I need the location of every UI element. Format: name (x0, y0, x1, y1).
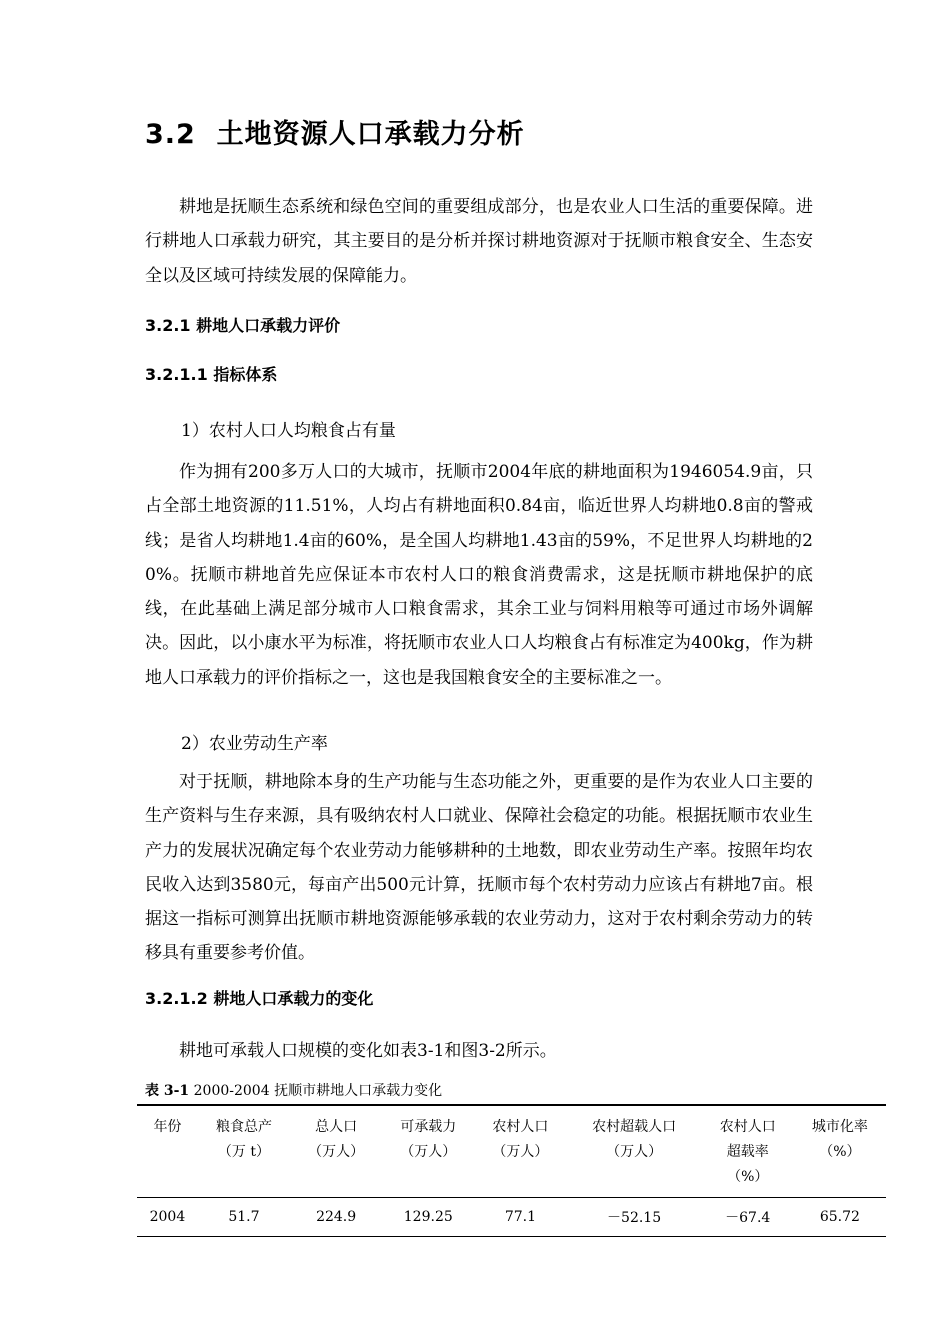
table-header-cell (794, 1105, 886, 1198)
table-cell: 129.25 (403, 1209, 453, 1225)
table-header-text: （%） (819, 1144, 861, 1160)
table-header-row (137, 1105, 886, 1198)
table-caption-text: 2000-2004 抚顺市耕地人口承载力变化 (193, 1083, 443, 1099)
table-header-text: 超载率 (726, 1144, 769, 1160)
table-header-cell (290, 1105, 382, 1198)
section-title: 土地资源人口承载力分析 (216, 119, 525, 150)
subsection-heading-3-2-1: 3.2.1 耕地人口承载力评价 (145, 316, 341, 335)
subsection-heading-3-2-1-1: 3.2.1.1 指标体系 (145, 365, 278, 384)
table-header-text: 农村人口 (719, 1119, 776, 1135)
table-reference-paragraph: 耕地可承载人口规模的变化如表3-1和图3-2所示。 (179, 1041, 557, 1061)
carrying-capacity-table (137, 1104, 886, 1237)
intro-paragraph: 耕地是抚顺生态系统和绿色空间的重要组成部分，也是农业人口生活的重要保障。进行耕地人口承载力研究，其主要目的是分析并探讨耕地资源对于抚顺市粮食安全、生态安全以及区域可持续发展的保障能力。 (145, 197, 813, 286)
table-cell: 2004 (149, 1209, 186, 1225)
table-header-cell (382, 1105, 474, 1198)
table-header-text: 农村超载人口 (592, 1119, 677, 1135)
table-cell: －52.15 (607, 1210, 662, 1226)
table-header-cell (474, 1105, 566, 1198)
table-header-text: 年份 (153, 1119, 182, 1135)
table-cell: －67.4 (725, 1210, 771, 1226)
table-header-text: 可承载力 (400, 1119, 457, 1135)
table-header-text: 农村人口 (492, 1119, 549, 1135)
table-row (137, 1198, 886, 1237)
table-header-text: （%） (727, 1169, 769, 1185)
section-heading (145, 112, 525, 151)
table-header-text: （万人） (308, 1144, 365, 1160)
item-1-title: 1）农村人口人均粮食占有量 (181, 421, 396, 441)
subsection-heading-3-2-1-2: 3.2.1.2 耕地人口承载力的变化 (145, 989, 374, 1008)
table-header-text: 总人口 (315, 1119, 358, 1135)
table-body (137, 1198, 886, 1237)
table-header-text: 城市化率 (811, 1119, 868, 1135)
table-caption (145, 1080, 442, 1100)
table-header-text: （万人） (606, 1144, 663, 1160)
table-cell: 77.1 (504, 1209, 536, 1225)
table-header-cell (198, 1105, 290, 1198)
section-number: 3.2 (145, 119, 196, 150)
table-header-text: （万人） (492, 1144, 549, 1160)
table-header-cell (137, 1105, 198, 1198)
table-caption-label: 表 3-1 (145, 1083, 190, 1099)
item-2-title: 2）农业劳动生产率 (181, 734, 328, 754)
table-cell: 65.72 (819, 1209, 860, 1225)
table-header-text: （万 t） (217, 1144, 270, 1160)
table-header-cell (567, 1105, 702, 1198)
table-header-text: 粮食总产 (215, 1119, 272, 1135)
table-cell: 224.9 (316, 1209, 357, 1225)
item-1-paragraph: 作为拥有200多万人口的大城市，抚顺市2004年底的耕地面积为1946054.9亩，只占全部土地资源的11.51%，人均占有耕地面积0.84亩，临近世界人均耕地0.8亩的警戒线；是省人均耕地1.4亩的60%，是全国人均耕地1.43亩的59%，不足世界人均耕地的20%。抚顺市耕地首先应保证本市农村人口的粮食消费需求，这是抚顺市耕地保护的底线，在此基础上满足部分城市人口粮食需求，其余工业与饲料用粮等可通过市场外调解决。因此，以小康水平为标准，将抚顺市农业人口人均粮食占有标准定为400kg，作为耕地人口承载力的评价指标之一，这也是我国粮食安全的主要标准之一。 (145, 462, 813, 688)
table-header-text: （万人） (400, 1144, 457, 1160)
table-header-cell (702, 1105, 794, 1198)
item-2-paragraph: 对于抚顺，耕地除本身的生产功能与生态功能之外，更重要的是作为农业人口主要的生产资料与生存来源，具有吸纳农村人口就业、保障社会稳定的功能。根据抚顺市农业生产力的发展状况确定每个农业劳动力能够耕种的土地数，即农业劳动生产率。按照年均农民收入达到3580元，每亩产出500元计算，抚顺市每个农村劳动力应该占有耕地7亩。根据这一指标可测算出抚顺市耕地资源能够承载的农业劳动力，这对于农村剩余劳动力的转移具有重要参考价值。 (145, 772, 813, 964)
table-cell: 51.7 (228, 1209, 260, 1225)
